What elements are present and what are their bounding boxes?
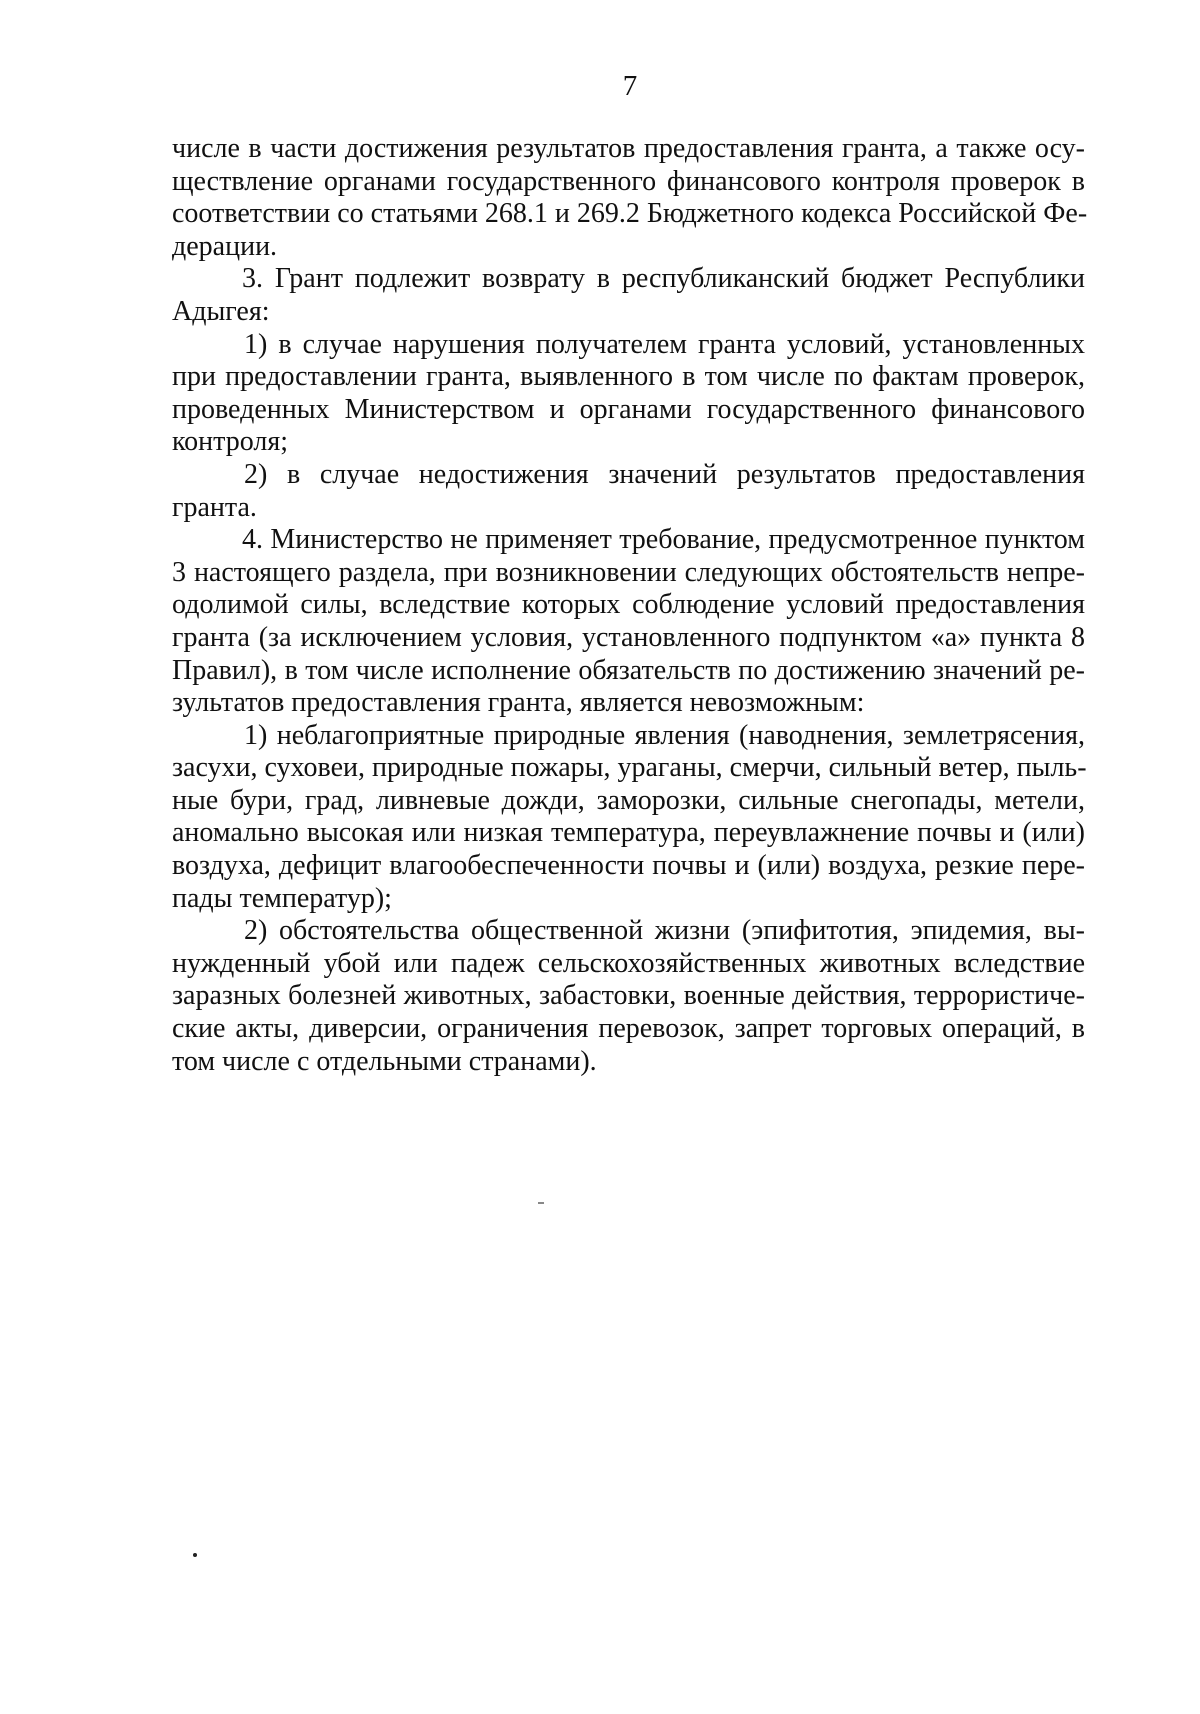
text-line: ские акты, диверсии, ограничения перевозок, запрет торговых операций, в	[172, 1013, 1085, 1045]
text-line: Адыгея:	[172, 295, 270, 327]
text-line: соответствии со статьями 268.1 и 269.2 Бюджетного кодекса Российской Фе-	[172, 198, 1088, 230]
scan-artifact-dash	[538, 1202, 544, 1204]
text-line: дерации.	[172, 230, 278, 262]
text-line: засухи, суховеи, природные пожары, ураганы, смерчи, сильный ветер, пыль-	[172, 752, 1087, 784]
text-line: пады температур);	[172, 882, 392, 914]
text-line: проведенных Министерством и органами государственного финансового	[172, 393, 1085, 425]
document-body	[172, 133, 1088, 1078]
text-line: ные бури, град, ливневые дожди, заморозки, сильные снегопады, метели,	[172, 784, 1085, 816]
text-line: ществление органами государственного финансового контроля проверок в	[172, 165, 1085, 197]
item-3-1-start: 1) в случае нарушения получателем гранта условий, установленных	[244, 328, 1085, 360]
text-line: контроля;	[172, 426, 289, 458]
page-number: 7	[622, 70, 638, 102]
item-3-2-start: 2) в случае недостижения значений результатов предоставления	[244, 458, 1085, 490]
text-line: зультатов предоставления гранта, является невозможным:	[172, 687, 865, 719]
paragraph-4-start: 4. Министерство не применяет требование, предусмотренное пунктом	[242, 524, 1085, 556]
text-line: при предоставлении гранта, выявленного в том числе по фактам проверок,	[172, 361, 1085, 393]
text-line: одолимой силы, вследствие которых соблюдение условий предоставления	[172, 589, 1085, 621]
scan-artifact-dot	[193, 1553, 197, 1557]
text-line: заразных болезней животных, забастовки, военные действия, террористиче-	[172, 980, 1085, 1012]
text-line: числе в части достижения результатов предоставления гранта, а также осу-	[172, 133, 1085, 164]
text-line: 3 настоящего раздела, при возникновении следующих обстоятельств непре-	[172, 556, 1085, 588]
item-4-2-start: 2) обстоятельства общественной жизни (эпифитотия, эпидемия, вы-	[244, 915, 1085, 947]
text-line: гранта.	[172, 491, 257, 523]
text-line: Правил), в том числе исполнение обязательств по достижению значений ре-	[172, 654, 1085, 686]
text-line: нужденный убой или падеж сельскохозяйственных животных вследствие	[172, 947, 1085, 979]
paragraph-3-start: 3. Грант подлежит возврату в республиканский бюджет Республики	[242, 263, 1085, 295]
text-line: воздуха, дефицит влагообеспеченности почвы и (или) воздуха, резкие пере-	[172, 850, 1085, 882]
text-line: том числе с отдельными странами).	[172, 1045, 597, 1077]
text-line: аномально высокая или низкая температура, переувлажнение почвы и (или)	[172, 817, 1085, 849]
text-line: гранта (за исключением условия, установленного подпунктом «а» пункта 8	[172, 621, 1085, 653]
item-4-1-start: 1) неблагоприятные природные явления (наводнения, землетрясения,	[244, 719, 1085, 751]
